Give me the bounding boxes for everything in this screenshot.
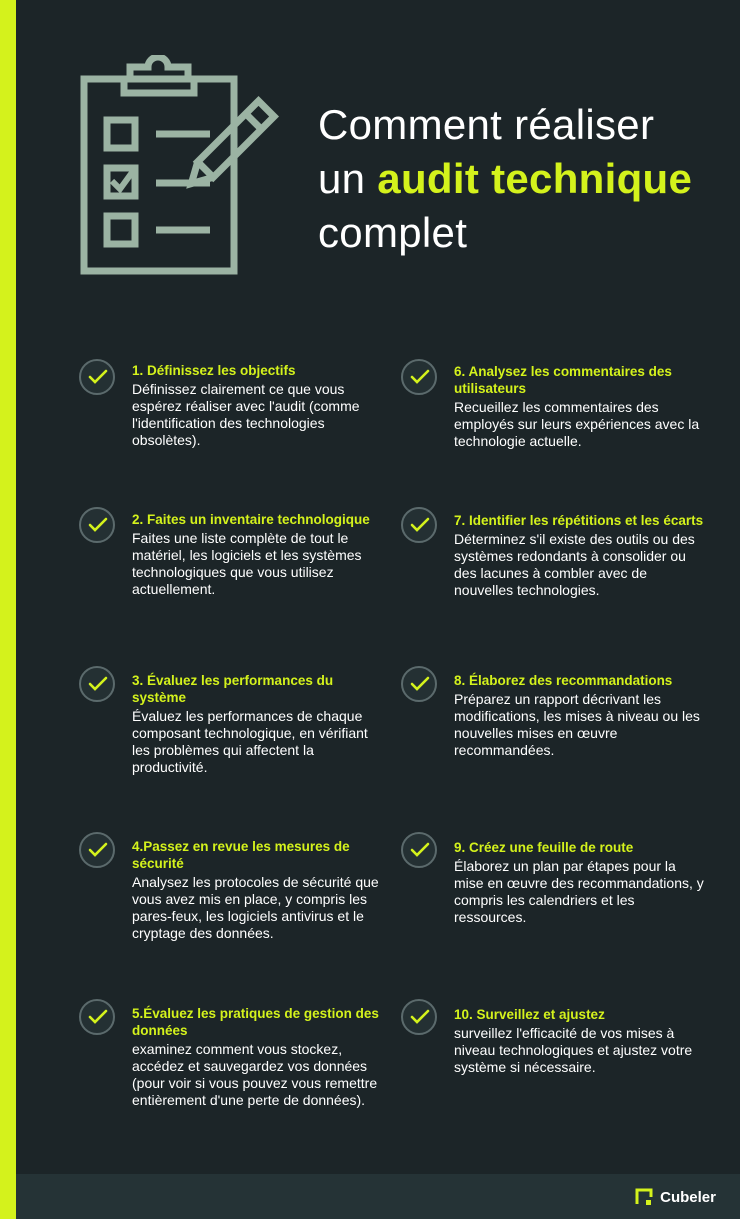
- step-title: 8. Élaborez des recommandations: [454, 673, 673, 688]
- step-body: Préparez un rapport décrivant les modifications, les mises à niveau ou les nouvelles mises en œuvre recommandées.: [454, 691, 700, 758]
- step-body: Déterminez s'il existe des outils ou des systèmes redondants à consolider ou des lacunes à combler avec de nouvelles technologies.: [454, 531, 695, 598]
- step-title: 7. Identifier les répétitions et les écarts: [454, 513, 704, 528]
- check-circle-icon: [79, 359, 115, 395]
- step-2: [132, 511, 382, 598]
- step-body: Élaborez un plan par étapes pour la mise en œuvre des recommandations, y compris les calendriers et les ressources.: [454, 858, 704, 925]
- check-circle-icon: [79, 832, 115, 868]
- step-body: Recueillez les commentaires des employés sur leurs expériences avec la technologie actuelle.: [454, 399, 700, 449]
- step-3: [132, 672, 382, 776]
- step-1: [132, 362, 382, 449]
- step-title: 4.Passez en revue les mesures de sécurité: [132, 839, 350, 871]
- check-circle-icon: [79, 999, 115, 1035]
- accent-bar: [0, 0, 16, 1219]
- step-5: [132, 1005, 382, 1109]
- title-highlight: audit technique: [377, 155, 693, 202]
- check-circle-icon: [401, 999, 437, 1035]
- footer: [16, 1174, 740, 1219]
- step-title: 2. Faites un inventaire technologique: [132, 512, 370, 527]
- step-body: Faites une liste complète de tout le matériel, les logiciels et les systèmes technologiques que vous utilisez actuellement.: [132, 530, 362, 597]
- step-body: Analysez les protocoles de sécurité que vous avez mis en place, y compris les pares-feux, les logiciels antivirus et le cryptage des données.: [132, 874, 379, 941]
- step-body: Évaluez les performances de chaque composant technologique, en vérifiant les problèmes qui affectent la productivité.: [132, 708, 368, 775]
- brand-name: Cubeler: [660, 1188, 716, 1206]
- check-circle-icon: [401, 832, 437, 868]
- step-title: 1. Définissez les objectifs: [132, 363, 296, 378]
- check-circle-icon: [401, 507, 437, 543]
- step-body: examinez comment vous stockez, accédez et sauvegardez vos données (pour voir si vous pouvez vous remettre entièrement d'une perte de données).: [132, 1041, 378, 1108]
- check-circle-icon: [79, 507, 115, 543]
- step-body: Définissez clairement ce que vous espérez réaliser avec l'audit (comme l'identification des technologies obsolètes).: [132, 381, 360, 448]
- step-7: [454, 512, 704, 599]
- step-title: 5.Évaluez les pratiques de gestion des données: [132, 1006, 379, 1038]
- clipboard-checklist-icon: [70, 55, 290, 285]
- step-10: [454, 1006, 704, 1076]
- step-4: [132, 838, 382, 942]
- check-circle-icon: [401, 359, 437, 395]
- step-9: [454, 839, 704, 926]
- step-body: surveillez l'efficacité de vos mises à niveau technologiques et ajustez votre système si nécessaire.: [454, 1025, 693, 1075]
- page-title: Comment réaliser un audit technique complet: [318, 101, 693, 256]
- step-title: 3. Évaluez les performances du système: [132, 673, 334, 705]
- step-title: 6. Analysez les commentaires des utilisateurs: [454, 364, 672, 396]
- step-title: 10. Surveillez et ajustez: [454, 1007, 605, 1022]
- check-circle-icon: [401, 666, 437, 702]
- cubeler-logo-icon: [634, 1187, 654, 1207]
- step-title: 9. Créez une feuille de route: [454, 840, 634, 855]
- step-8: [454, 672, 704, 759]
- check-circle-icon: [79, 666, 115, 702]
- brand-logo: [634, 1187, 716, 1207]
- step-6: [454, 363, 704, 450]
